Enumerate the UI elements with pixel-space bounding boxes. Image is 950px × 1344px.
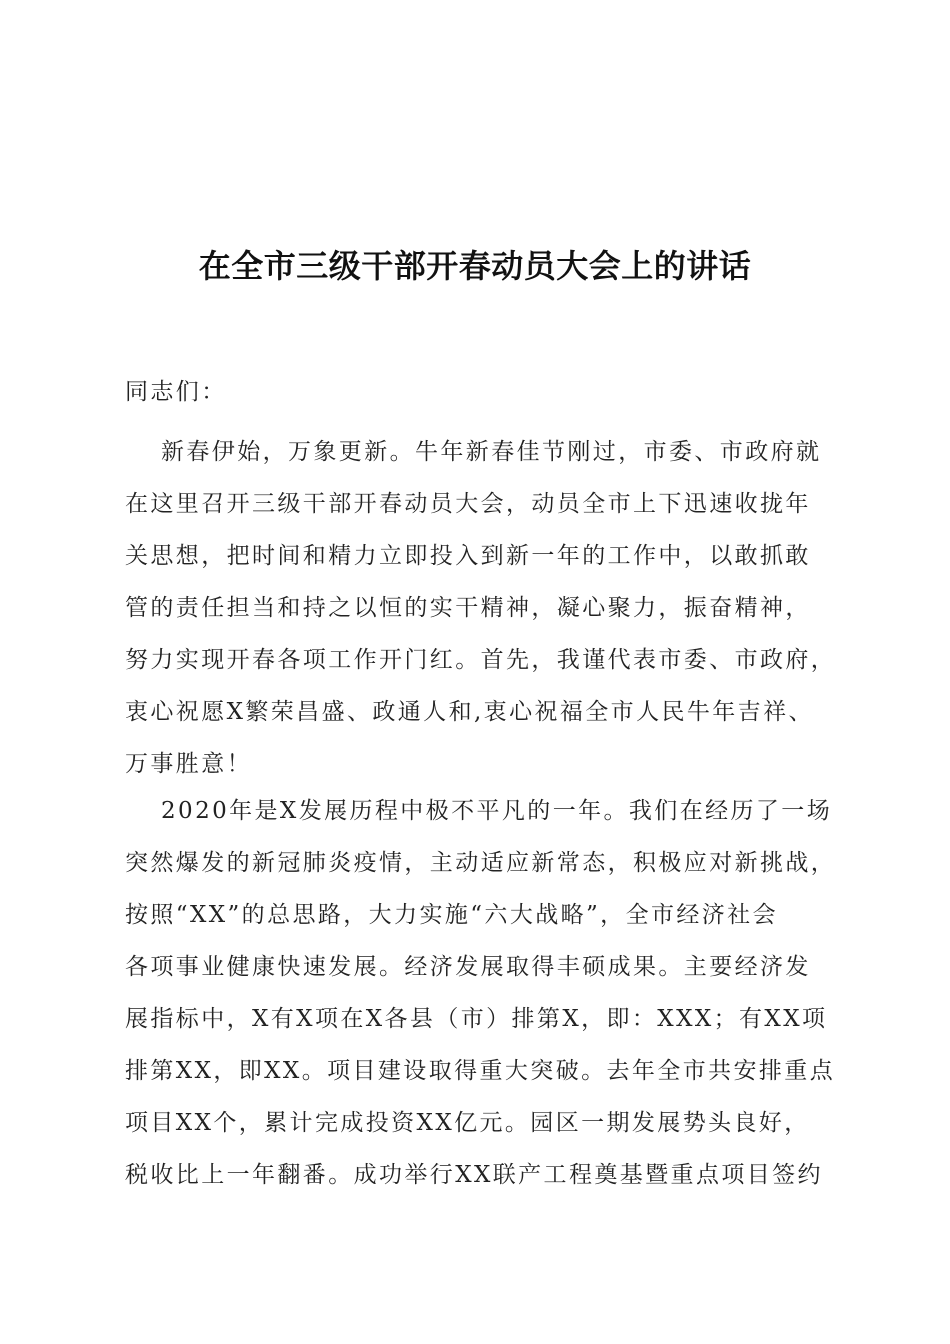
paragraph-line: 在这里召开三级干部开春动员大会，动员全市上下迅速收拢年: [125, 491, 811, 517]
paragraph-line: 衷心祝愿X繁荣昌盛、政通人和,衷心祝福全市人民牛年吉祥、: [125, 699, 814, 725]
paragraph-line: 管的责任担当和持之以恒的实干精神，凝心聚力，振奋精神，: [125, 595, 811, 621]
paragraph-line: 万事胜意！: [125, 751, 252, 777]
salutation: [125, 366, 837, 418]
paragraph-line: 排第XX，即XX。项目建设取得重大突破。去年全市共安排重点: [125, 1058, 836, 1084]
paragraph-2: [125, 785, 837, 1201]
document-title: 在全市三级干部开春动员大会上的讲话: [198, 247, 752, 285]
paragraph-line: 项目XX个，累计完成投资XX亿元。园区一期发展势头良好，: [125, 1110, 810, 1136]
paragraph-line: 突然爆发的新冠肺炎疫情，主动适应新常态，积极应对新挑战，: [125, 850, 837, 876]
paragraph-line: 2020年是X发展历程中极不平凡的一年。我们在经历了一场: [161, 798, 833, 824]
paragraph-line: 按照“XX”的总思路，大力实施“六大战略”，全市经济社会: [125, 902, 778, 928]
paragraph-line: 展指标中，X有X项在X各县（市）排第X，即：XXX；有XX项: [125, 1006, 828, 1032]
salutation-line: 同志们：: [125, 379, 227, 405]
paragraph-line: 税收比上一年翻番。成功举行XX联产工程奠基暨重点项目签约: [125, 1162, 823, 1188]
paragraph-1: [125, 426, 837, 790]
paragraph-line: 新春伊始，万象更新。牛年新春佳节刚过，市委、市政府就: [161, 439, 822, 465]
paragraph-line: 各项事业健康快速发展。经济发展取得丰硕成果。主要经济发: [125, 954, 811, 980]
paragraph-line: 努力实现开春各项工作开门红。首先，我谨代表市委、市政府，: [125, 647, 837, 673]
paragraph-line: 关思想，把时间和精力立即投入到新一年的工作中，以敢抓敢: [125, 543, 811, 569]
